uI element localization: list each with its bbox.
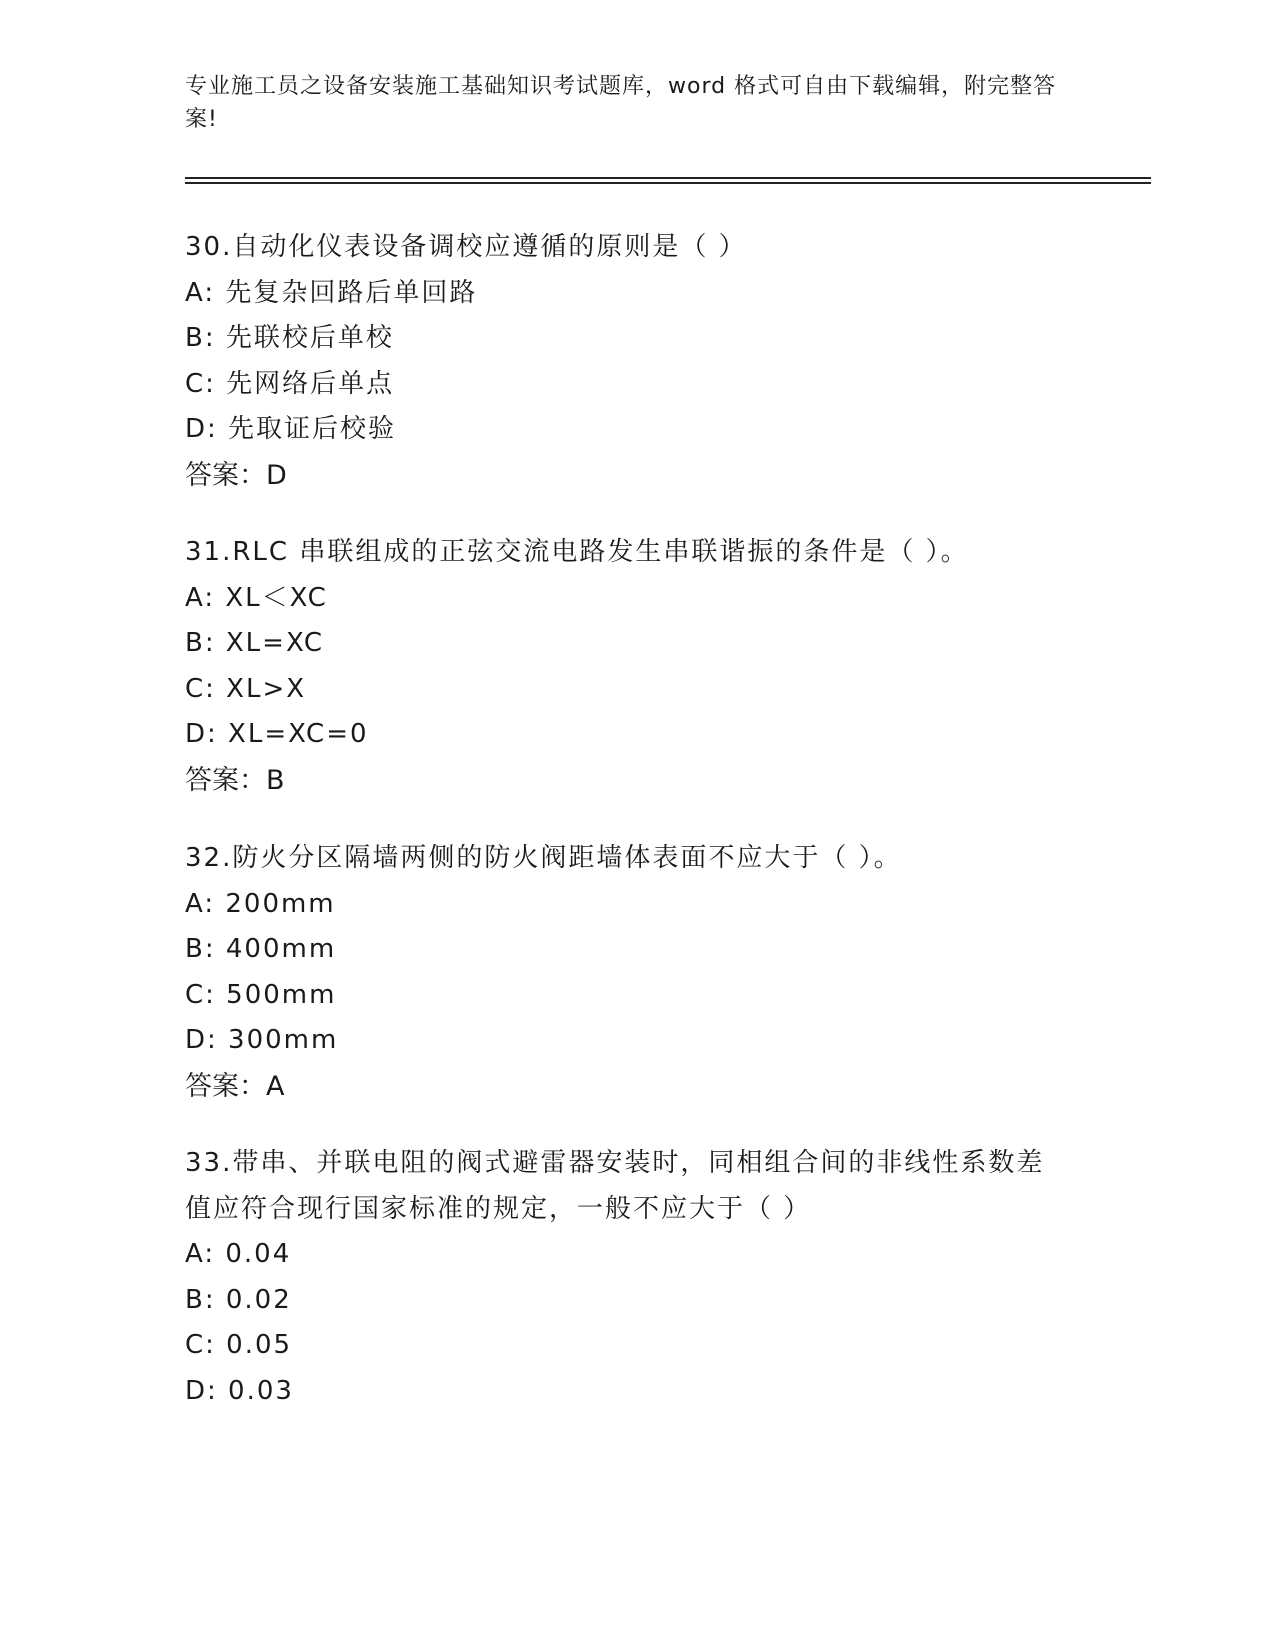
answer-label: 答案：D [185,459,287,491]
question-stem: 33.带串、并联电阻的阀式避雷器安装时，同相组合间的非线性系数差值应符合现行国家标准的规定，一般不应大于（ ） [185,1148,1045,1224]
option-c: C: 先网络后单点 [185,368,395,399]
option-b: B: 0.02 [185,1284,292,1315]
option-a: A: XL＜XC [185,582,328,613]
question-stem: 32.防火分区隔墙两侧的防火阀距墙体表面不应大于（ ）。 [185,843,902,873]
question-30 [185,225,1085,498]
option-c: C: 0.05 [185,1330,293,1360]
question-stem: 30.自动化仪表设备调校应遵循的原则是（ ） [185,232,747,262]
option-a: A: 0.04 [185,1239,292,1269]
answer-label: 答案：B [185,764,285,796]
option-a: A: 200mm [185,888,336,919]
option-c: C: XL>X [185,673,307,704]
option-b: B: 先联校后单校 [185,323,394,353]
option-c: C: 500mm [185,979,337,1010]
option-d: D: 0.03 [185,1375,294,1406]
option-d: D: 300mm [185,1025,339,1055]
option-b: B: XL=XC [185,628,325,658]
answer-label: 答案：A [185,1070,285,1102]
question-31 [185,530,1085,803]
header-divider-bottom [185,182,1151,184]
option-a: A: 先复杂回路后单回路 [185,277,478,308]
question-33 [185,1141,1065,1414]
option-d: D: XL=XC=0 [185,719,369,749]
question-32 [185,836,1085,1109]
option-b: B: 400mm [185,934,337,964]
option-d: D: 先取证后校验 [185,414,397,444]
document-header: 专业施工员之设备安装施工基础知识考试题库，word 格式可自由下载编辑，附完整答案! [185,74,1057,132]
header-divider-top [185,177,1151,179]
question-stem: 31.RLC 串联组成的正弦交流电路发生串联谐振的条件是（ ）。 [185,537,969,567]
